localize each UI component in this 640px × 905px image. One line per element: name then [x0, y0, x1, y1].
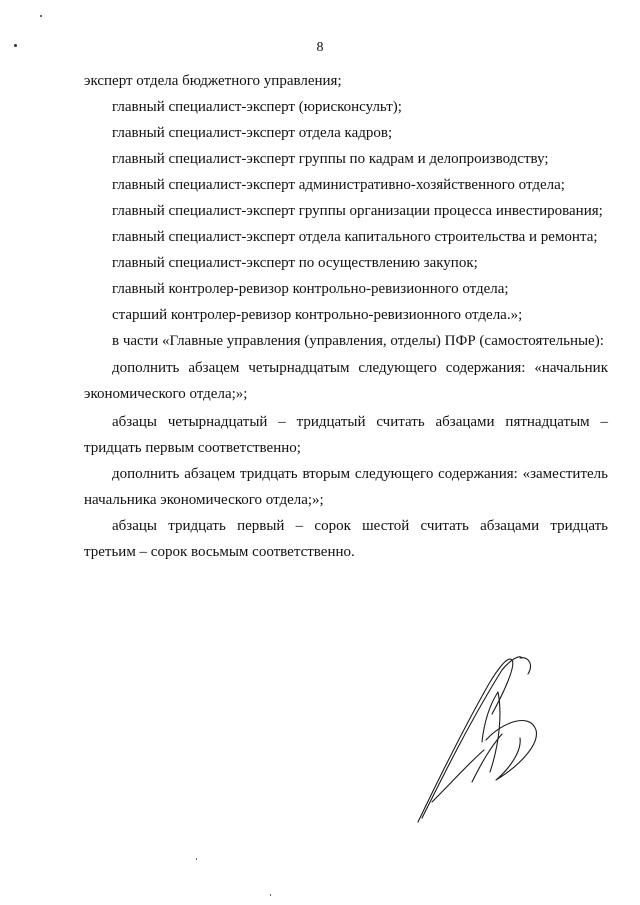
text-line: эксперт отдела бюджетного управления;	[84, 73, 342, 89]
text-line: главный специалист-эксперт группы организации процесса инвестирования;	[112, 203, 603, 219]
text-line: дополнить абзацем четырнадцатым следующего содержания: «начальник	[112, 360, 608, 376]
text-line: главный контролер-ревизор контрольно-ревизионного отдела;	[112, 281, 509, 297]
text-line: абзацы тридцать первый – сорок шестой считать абзацами тридцать	[112, 518, 608, 534]
text-line: главный специалист-эксперт (юрисконсульт);	[112, 99, 402, 115]
text-line: главный специалист-эксперт отдела капитального строительства и ремонта;	[112, 229, 598, 245]
text-line: экономического отдела;»;	[84, 386, 248, 402]
text-line: третьим – сорок восьмым соответственно.	[84, 544, 355, 560]
text-line: тридцать первым соответственно;	[84, 440, 301, 456]
scan-speck	[196, 858, 197, 860]
text-line: начальника экономического отдела;»;	[84, 492, 324, 508]
text-line: абзацы четырнадцатый – тридцатый считать абзацами пятнадцатым –	[112, 414, 608, 430]
scan-speck	[40, 15, 42, 17]
text-line: главный специалист-эксперт административно-хозяйственного отдела;	[112, 177, 565, 193]
text-line: главный специалист-эксперт группы по кадрам и делопроизводству;	[112, 151, 549, 167]
text-line: главный специалист-эксперт отдела кадров;	[112, 125, 393, 141]
text-line: дополнить абзацем тридцать вторым следующего содержания: «заместитель	[112, 466, 608, 482]
text-line: в части «Главные управления (управления, отделы) ПФР (самостоятельные):	[112, 333, 604, 349]
page-number: 8	[316, 40, 324, 55]
text-line: главный специалист-эксперт по осуществлению закупок;	[112, 255, 478, 271]
handwritten-signature	[412, 652, 552, 832]
text-line: старший контролер-ревизор контрольно-ревизионного отдела.»;	[112, 307, 523, 323]
scan-speck	[270, 894, 271, 896]
